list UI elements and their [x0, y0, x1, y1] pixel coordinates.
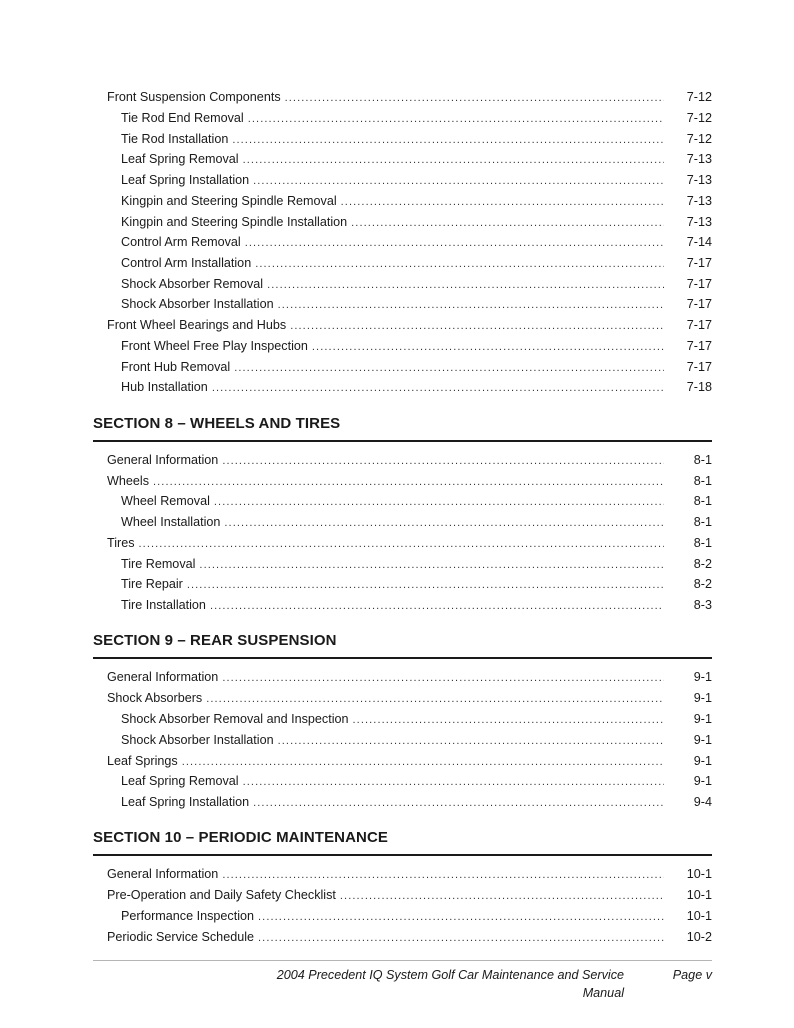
toc-entry [107, 87, 712, 108]
toc-entry-label: Kingpin and Steering Spindle Removal [121, 194, 337, 208]
toc-entry [121, 792, 712, 813]
toc-entry-label: General Information [107, 670, 219, 684]
toc-entry [121, 554, 712, 575]
toc-entry [121, 253, 712, 274]
toc-entry [107, 667, 712, 688]
toc-entry-label: Tire Removal [121, 557, 196, 571]
toc-leader-dots [253, 171, 664, 192]
toc-leader-dots [212, 378, 664, 399]
toc-entry-page: 9-1 [693, 754, 712, 768]
section-heading: SECTION 9 – REAR SUSPENSION [93, 631, 712, 659]
toc-entry-page: 7-12 [686, 111, 712, 125]
toc-leader-dots [290, 316, 664, 337]
toc-leader-dots [199, 555, 664, 576]
toc-entry-page: 7-14 [686, 235, 712, 249]
toc-entry-label: Front Wheel Free Play Inspection [121, 339, 308, 353]
toc-entry-page: 7-17 [686, 297, 712, 311]
toc-entry [107, 751, 712, 772]
toc-leader-dots [248, 109, 664, 130]
toc-entry-label: Wheels [107, 474, 149, 488]
toc-entry-label: Leaf Spring Installation [121, 795, 250, 809]
toc-leader-dots [224, 513, 664, 534]
toc-entry-page: 7-17 [686, 256, 712, 270]
toc-entry [121, 709, 712, 730]
toc-entry-page: 8-1 [693, 453, 712, 467]
toc-entry [121, 232, 712, 253]
toc-entry-label: Leaf Springs [107, 754, 178, 768]
toc-leader-dots [267, 275, 664, 296]
toc-entry [107, 315, 712, 336]
toc-entry-label: Kingpin and Steering Spindle Installation [121, 215, 348, 229]
toc-entry [121, 129, 712, 150]
toc-entry-page: 9-1 [693, 733, 712, 747]
toc-entry-page: 10-1 [686, 909, 712, 923]
toc-entry-label: Tire Repair [121, 577, 183, 591]
toc-entry [107, 688, 712, 709]
toc-entry-label: General Information [107, 453, 219, 467]
toc-entry-page: 9-1 [693, 774, 712, 788]
toc-leader-dots [187, 575, 664, 596]
toc-leader-dots [312, 337, 664, 358]
toc-entry-page: 7-18 [686, 380, 712, 394]
toc-entry-label: Front Hub Removal [121, 360, 231, 374]
toc-entry [121, 906, 712, 927]
toc-leader-dots [255, 254, 664, 275]
toc-entry-label: Leaf Spring Installation [121, 173, 250, 187]
toc-entry-label: Shock Absorber Removal and Inspection [121, 712, 349, 726]
toc-leader-dots [232, 130, 664, 151]
toc-entry-label: Front Wheel Bearings and Hubs [107, 318, 287, 332]
toc-entry [121, 357, 712, 378]
toc-entry-page: 10-1 [686, 888, 712, 902]
toc-entry [121, 574, 712, 595]
toc-entry-page: 9-1 [693, 691, 712, 705]
toc-entry [121, 149, 712, 170]
toc-leader-dots [206, 689, 664, 710]
toc-leader-dots [222, 865, 664, 886]
toc-entry-page: 10-1 [686, 867, 712, 881]
toc-leader-dots [253, 793, 664, 814]
toc-entry-label: Tire Installation [121, 598, 206, 612]
toc-entry-label: General Information [107, 867, 219, 881]
toc-entry-page: 8-2 [693, 577, 712, 591]
toc-entry-label: Pre-Operation and Daily Safety Checklist [107, 888, 336, 902]
toc-leader-dots [182, 752, 664, 773]
toc-leader-dots [214, 492, 664, 513]
toc-entry [121, 170, 712, 191]
toc-entry-page: 8-2 [693, 557, 712, 571]
toc-entry [121, 771, 712, 792]
toc-entry-label: Control Arm Removal [121, 235, 241, 249]
toc-leader-dots [258, 928, 664, 949]
toc-entry [107, 533, 712, 554]
toc-leader-dots [210, 596, 664, 617]
toc-leader-dots [243, 772, 664, 793]
toc-leader-dots [353, 710, 664, 731]
toc-entry-page: 10-2 [686, 930, 712, 944]
toc-entry-label: Periodic Service Schedule [107, 930, 255, 944]
toc-entry-label: Tires [107, 536, 135, 550]
toc-entry-page: 8-1 [693, 474, 712, 488]
toc-entry-page: 7-12 [686, 132, 712, 146]
toc-entry-page: 8-1 [693, 515, 712, 529]
toc-entry-page: 7-12 [686, 90, 712, 104]
toc-entry-page: 9-4 [693, 795, 712, 809]
toc-entry [121, 377, 712, 398]
toc-leader-dots [153, 472, 664, 493]
toc-entry [121, 336, 712, 357]
toc-entry [121, 491, 712, 512]
toc-entry-page: 9-1 [693, 712, 712, 726]
toc-leader-dots [285, 88, 664, 109]
section-heading: SECTION 8 – WHEELS AND TIRES [93, 414, 712, 442]
toc-entry [121, 730, 712, 751]
toc-entry-label: Control Arm Installation [121, 256, 252, 270]
toc-leader-dots [234, 358, 664, 379]
toc-entry-label: Leaf Spring Removal [121, 152, 239, 166]
footer-manual-title: 2004 Precedent IQ System Golf Car Maintenance and Service Manual [276, 968, 624, 1000]
toc-entry-page: 7-13 [686, 173, 712, 187]
footer-divider [93, 960, 712, 961]
toc-leader-dots [222, 668, 664, 689]
toc-entry-label: Shock Absorbers [107, 691, 203, 705]
toc-entry-page: 7-13 [686, 215, 712, 229]
toc-entry [121, 595, 712, 616]
toc-entry-label: Shock Absorber Installation [121, 733, 274, 747]
toc-leader-dots [341, 192, 664, 213]
toc-entry-page: 7-13 [686, 194, 712, 208]
toc-entry-page: 8-1 [693, 494, 712, 508]
toc-entry-label: Shock Absorber Removal [121, 277, 264, 291]
toc-entry-label: Tie Rod Installation [121, 132, 229, 146]
footer-page-number: Page v [672, 968, 712, 982]
toc-entry-page: 7-17 [686, 360, 712, 374]
toc-entry-label: Performance Inspection [121, 909, 255, 923]
toc-entry-page: 9-1 [693, 670, 712, 684]
toc-leader-dots [243, 150, 664, 171]
toc-leader-dots [245, 233, 664, 254]
toc-entry-label: Leaf Spring Removal [121, 774, 239, 788]
toc-entry-label: Tie Rod End Removal [121, 111, 244, 125]
toc-entry-label: Hub Installation [121, 380, 208, 394]
toc-leader-dots [222, 451, 664, 472]
toc-leader-dots [258, 907, 664, 928]
toc-entry [121, 212, 712, 233]
toc-entry-page: 8-3 [693, 598, 712, 612]
toc-entry-page: 7-17 [686, 339, 712, 353]
toc-entry [107, 864, 712, 885]
toc-entry [107, 885, 712, 906]
toc-entry-label: Front Suspension Components [107, 90, 281, 104]
toc-entry [121, 274, 712, 295]
toc-leader-dots [340, 886, 664, 907]
toc-entry [121, 191, 712, 212]
toc-leader-dots [351, 213, 664, 234]
toc-leader-dots [278, 295, 664, 316]
toc-entry [107, 927, 712, 948]
toc-entry-page: 8-1 [693, 536, 712, 550]
toc-entry [107, 450, 712, 471]
toc-entry-label: Wheel Removal [121, 494, 210, 508]
toc-entry [121, 108, 712, 129]
toc-entry-label: Wheel Installation [121, 515, 221, 529]
toc-entry-page: 7-13 [686, 152, 712, 166]
toc-leader-dots [278, 731, 664, 752]
toc-entry [107, 471, 712, 492]
toc-entry-label: Shock Absorber Installation [121, 297, 274, 311]
toc-entry [121, 294, 712, 315]
toc-entry-page: 7-17 [686, 318, 712, 332]
toc-entry [121, 512, 712, 533]
section-heading: SECTION 10 – PERIODIC MAINTENANCE [93, 828, 712, 856]
toc-leader-dots [139, 534, 664, 555]
toc-entry-page: 7-17 [686, 277, 712, 291]
